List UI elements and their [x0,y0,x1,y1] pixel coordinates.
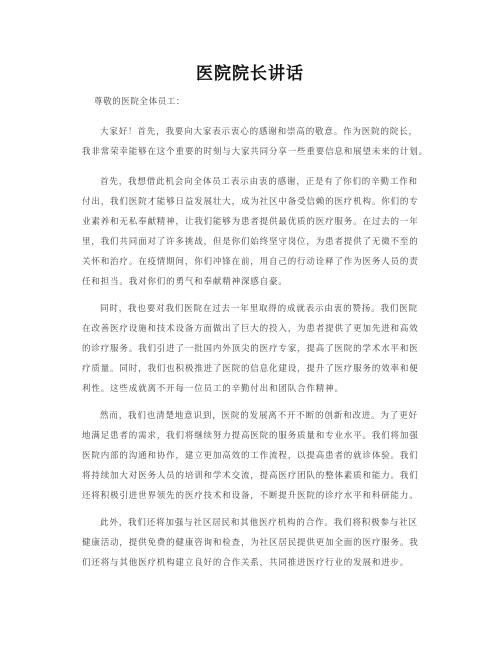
paragraph-line: 里，我们共同面对了许多挑战，但是你们始终坚守岗位，为患者提供了无微不至的 [82,237,419,247]
paragraph-line: 地满足患者的需求，我们将继续努力提高医院的服务质量和专业水平。我们将加强 [82,431,419,441]
paragraph-line: 同时，我也要对我们医院在过去一年里取得的成就表示由衷的赞扬。我们医院 [100,304,418,314]
document-title: 医院院长讲话 [196,64,304,84]
paragraph-line: 医院内部的沟通和协作，建立更加高效的工作流程，以提高患者的就诊体验。我们 [82,451,419,461]
paragraph-line: 还将积极引进世界领先的医疗技术和设备，不断提升医院的诊疗水平和科研能力。 [82,491,419,501]
paragraph-line: 付出，我们医院才能够日益发展壮大，成为社区中备受信赖的医疗机构。你们的专 [82,197,419,207]
paragraph-line: 利性。这些成就离不开每一位员工的辛勤付出和团队合作精神。 [82,384,344,394]
paragraph-line: 我非常荣幸能够在这个重要的时刻与大家共同分享一些重要信息和展望未来的计划。 [82,147,428,157]
paragraph-line: 健康活动，提供免费的健康咨询和检查，为社区居民提供更加全面的医疗服务。我 [82,538,419,548]
paragraph-line: 们还将与其他医疗机构建立良好的合作关系，共同推进医疗行业的发展和进步。 [82,558,410,568]
paragraph-line: 将持续加大对医务人员的培训和学术交流，提高医疗团队的整体素质和能力。我们 [82,471,419,481]
paragraph-3 [82,299,418,399]
paragraph-line: 大家好！首先，我要向大家表示衷心的感谢和崇高的敬意。作为医院的院长， [100,127,418,137]
paragraph-5 [82,513,418,573]
paragraph-line: 任和担当。我对你们的勇气和奉献精神深感自豪。 [82,277,288,287]
paragraph-line: 首先，我想借此机会向全体员工表示由衷的感谢，正是有了你们的辛勤工作和 [100,177,418,187]
paragraph-2 [82,172,418,292]
paragraph-line: 关怀和治疗。在疫情期间，你们冲锋在前，用自己的行动诠释了作为医务人员的责 [82,257,419,267]
paragraph-4 [82,406,418,506]
paragraph-line: 的诊疗服务。我们引进了一批国内外顶尖的医疗专家，提高了医院的学术水平和医 [82,344,419,354]
paragraph-line: 疗质量。同时，我们也积极推进了医院的信息化建设，提升了医疗服务的效率和便 [82,364,419,374]
paragraph-1 [82,122,428,162]
paragraph-line: 在改善医疗设施和技术设备方面做出了巨大的投入，为患者提供了更加先进和高效 [82,324,419,334]
paragraph-line: 此外，我们还将加强与社区居民和其他医疗机构的合作。我们将积极参与社区 [100,518,418,528]
paragraph-line: 业素养和无私奉献精神，让我们能够为患者提供最优质的医疗服务。在过去的一年 [82,217,419,227]
salutation: 尊敬的医院全体员工： [94,97,186,107]
paragraph-line: 然而，我们也清楚地意识到，医院的发展离不开不断的创新和改进。为了更好 [100,411,418,421]
